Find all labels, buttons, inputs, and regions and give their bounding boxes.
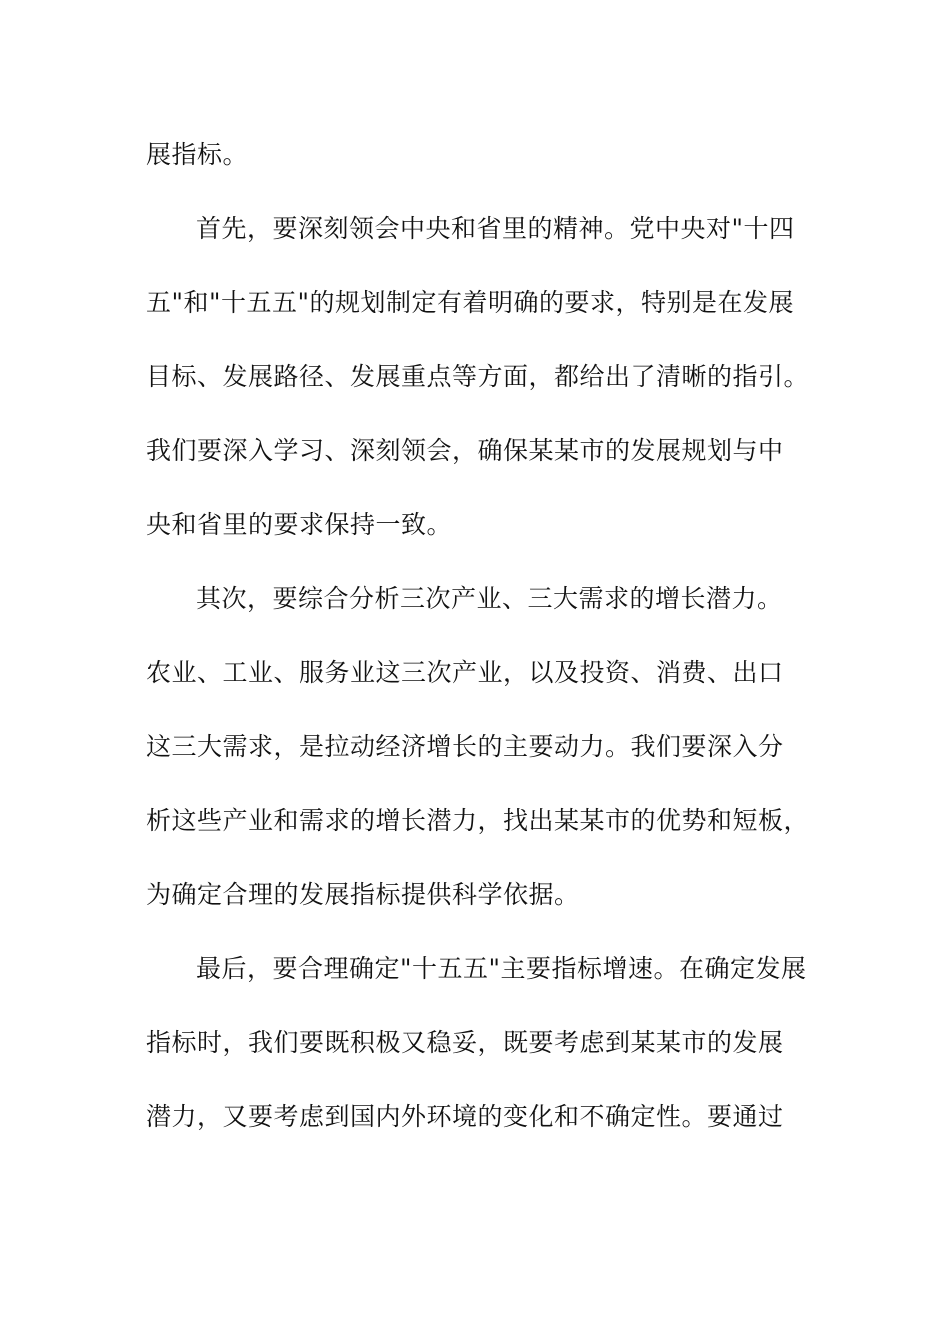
text-line: 指标时，我们要既积极又稳妥，既要考虑到某某市的发展 bbox=[146, 1028, 784, 1057]
text-line: 潜力，又要考虑到国内外环境的变化和不确定性。要通过 bbox=[146, 1102, 784, 1131]
text-line: 目标、发展路径、发展重点等方面，都给出了清晰的指引。 bbox=[146, 362, 810, 391]
text-line: 为确定合理的发展指标提供科学依据。 bbox=[146, 880, 580, 909]
text-line: 展指标。 bbox=[146, 140, 249, 169]
text-line: 农业、工业、服务业这三次产业，以及投资、消费、出口 bbox=[146, 658, 784, 687]
text-line: 析这些产业和需求的增长潜力，找出某某市的优势和短板， bbox=[146, 806, 810, 835]
paragraph-first-line: 其次，要综合分析三次产业、三大需求的增长潜力。 bbox=[196, 584, 783, 613]
paragraph-first-line: 首先，要深刻领会中央和省里的精神。党中央对"十四 bbox=[196, 214, 795, 243]
text-line: 这三大需求，是拉动经济增长的主要动力。我们要深入分 bbox=[146, 732, 784, 761]
text-line: 我们要深入学习、深刻领会，确保某某市的发展规划与中 bbox=[146, 436, 784, 465]
text-line: 央和省里的要求保持一致。 bbox=[146, 510, 453, 539]
text-line: 五"和"十五五"的规划制定有着明确的要求，特别是在发展 bbox=[146, 288, 794, 317]
paragraph-first-line: 最后，要合理确定"十五五"主要指标增速。在确定发展 bbox=[196, 954, 807, 983]
